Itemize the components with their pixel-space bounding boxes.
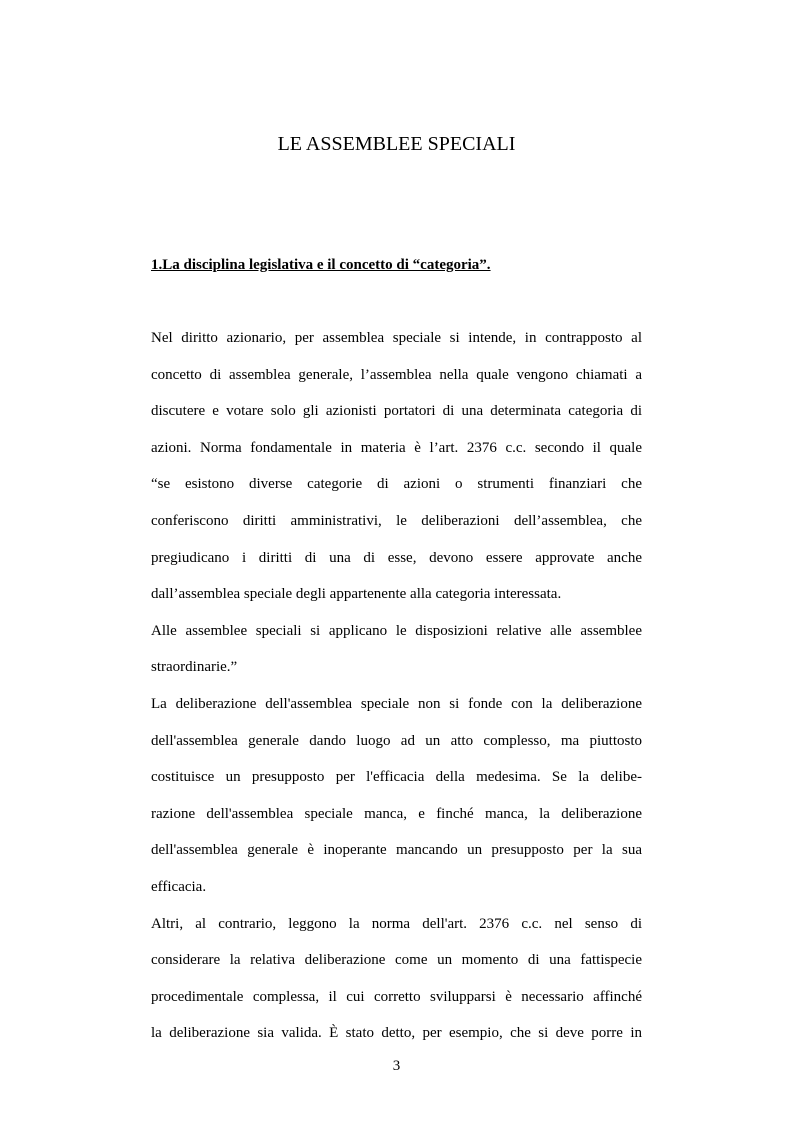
text-line: concetto di assemblea generale, l’assemblea nella quale vengono chiamati a: [151, 366, 642, 383]
page-number: 3: [392, 1058, 401, 1074]
text-line: Alle assemblee speciali si applicano le disposizioni relative alle assemblee: [151, 622, 642, 639]
text-line: “se esistono diverse categorie di azioni o strumenti finanziari che: [151, 476, 642, 493]
text-line: discutere e votare solo gli azionisti portatori di una determinata categoria di: [151, 403, 642, 420]
text-line: procedimentale complessa, il cui corretto svilupparsi è necessario affinché: [151, 988, 642, 1005]
text-line: dell'assemblea generale è inoperante mancando un presupposto per la sua: [151, 842, 642, 859]
text-line: efficacia.: [151, 878, 207, 895]
text-line: azioni. Norma fondamentale in materia è l’art. 2376 c.c. secondo il quale: [151, 439, 642, 456]
text-line: straordinarie.”: [151, 659, 238, 676]
body-text: [151, 325, 642, 1057]
text-line: conferiscono diritti amministrativi, le deliberazioni dell’assemblea, che: [151, 512, 642, 529]
text-line: pregiudicano i diritti di una di esse, devono essere approvate anche: [151, 549, 642, 566]
text-line: Nel diritto azionario, per assemblea speciale si intende, in contrapposto al: [151, 330, 642, 346]
text-line: dell'assemblea generale dando luogo ad un atto complesso, ma piuttosto: [151, 732, 642, 749]
text-line: costituisce un presupposto per l'efficacia della medesima. Se la delibe-: [151, 769, 642, 786]
text-line: razione dell'assemblea speciale manca, e finché manca, la deliberazione: [151, 805, 642, 822]
text-line: Altri, al contrario, leggono la norma dell'art. 2376 c.c. nel senso di: [151, 915, 642, 932]
text-line: dall’assemblea speciale degli appartenente alla categoria interessata.: [151, 586, 562, 603]
text-line: considerare la relativa deliberazione come un momento di una fattispecie: [151, 952, 642, 969]
page-title: LE ASSEMBLEE SPECIALI: [277, 133, 516, 155]
section-heading: 1.La disciplina legislativa e il concetto di “categoria”.: [151, 257, 491, 273]
text-line: la deliberazione sia valida. È stato detto, per esempio, che si deve porre in: [151, 1025, 642, 1042]
text-line: La deliberazione dell'assemblea speciale non si fonde con la deliberazione: [151, 695, 642, 712]
